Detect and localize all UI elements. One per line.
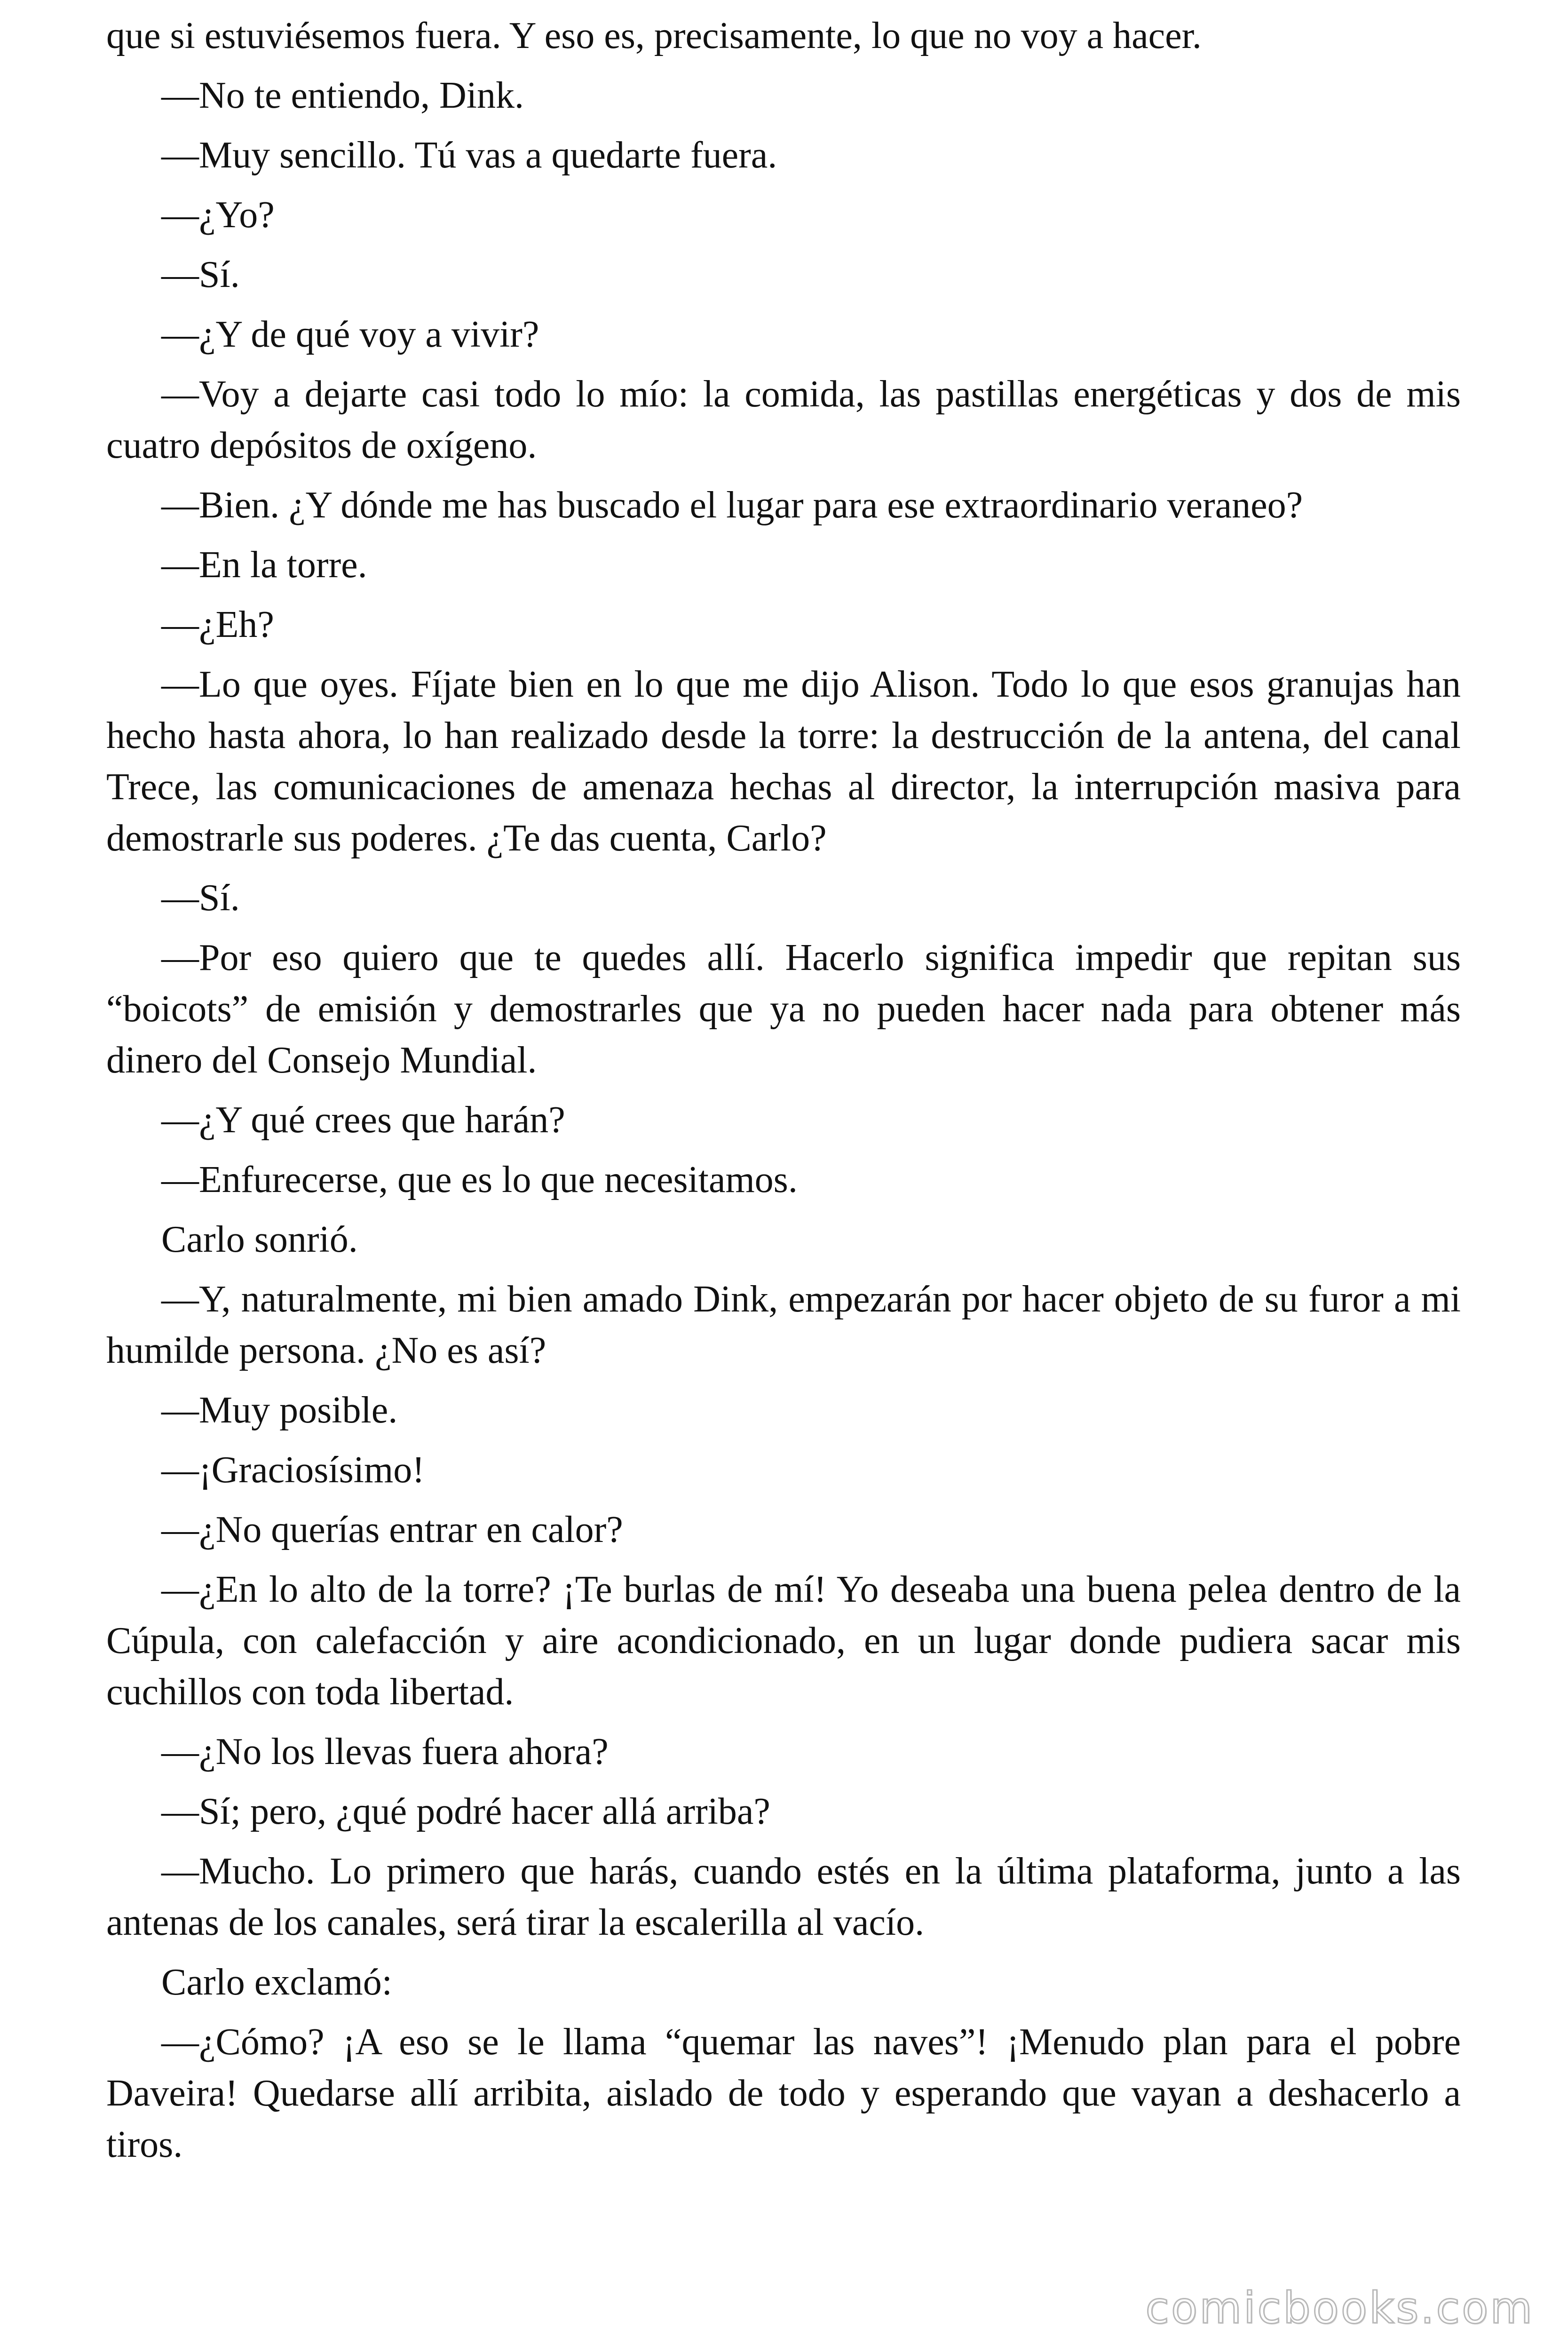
paragraph: Carlo sonrió. [161,1219,358,1260]
watermark-logo: comicbooks.com [1145,2283,1534,2333]
paragraph: —Sí. [161,254,240,295]
paragraph: —Sí. [161,877,240,919]
paragraph: Carlo exclamó: [161,1962,392,2003]
paragraph: —En la torre. [161,544,367,586]
paragraph: —Bien. ¿Y dónde me has buscado el lugar para ese extraordinario veraneo? [161,485,1303,526]
paragraph: —¿Yo? [161,194,275,236]
paragraph: —No te entiendo, Dink. [161,75,524,116]
paragraph: —¿Y qué crees que harán? [161,1099,565,1141]
paragraph: —¿Y de qué voy a vivir? [161,314,539,355]
paragraph: que si estuviésemos fuera. Y eso es, precisamente, lo que no voy a hacer. [106,15,1202,56]
paragraph: —Voy a dejarte casi todo lo mío: la comida, las pastillas energéticas y dos de mis cuatro depósitos de oxígeno. [106,373,1461,466]
paragraph: —¡Graciosísimo! [161,1449,425,1491]
paragraph: —Enfurecerse, que es lo que necesitamos. [161,1159,798,1200]
paragraph: —Mucho. Lo primero que harás, cuando estés en la última plataforma, junto a las antenas de los canales, será tirar la escalerilla al vacío. [106,1851,1461,1943]
paragraph: —Muy posible. [161,1390,398,1431]
paragraph: —¿No querías entrar en calor? [161,1509,623,1550]
paragraph: —Y, naturalmente, mi bien amado Dink, empezarán por hacer objeto de su furor a mi humilde persona. ¿No es así? [106,1279,1461,1371]
paragraph: —¿No los llevas fuera ahora? [161,1731,609,1772]
paragraph: —Muy sencillo. Tú vas a quedarte fuera. [161,135,777,176]
paragraph: —Por eso quiero que te quedes allí. Hacerlo significa impedir que repitan sus “boicots” de emisión y demostrarles que ya no pueden hacer nada para obtener más dinero del Consejo Mundial. [106,937,1461,1081]
paragraph: —Lo que oyes. Fíjate bien en lo que me dijo Alison. Todo lo que esos granujas han hecho hasta ahora, lo han realizado desde la torre: la destrucción de la antena, del canal Trece, las comunicaciones de amenaza hechas al director, la interrupción masiva para demostrarle sus poderes. ¿Te das cuenta, Carlo? [106,664,1461,859]
paragraph: —¿Eh? [161,604,274,645]
paragraph: —Sí; pero, ¿qué podré hacer allá arriba? [161,1791,770,1832]
paragraph: —¿En lo alto de la torre? ¡Te burlas de mí! Yo deseaba una buena pelea dentro de la Cúpula, con calefacción y aire acondicionado, en un lugar donde pudiera sacar mis cuchillos con toda libertad. [106,1569,1461,1713]
paragraph: —¿Cómo? ¡A eso se le llama “quemar las naves”! ¡Menudo plan para el pobre Daveira! Quedarse allí arribita, aislado de todo y esperando que vayan a deshacerlo a tiros. [106,2021,1461,2165]
book-page-text [106,10,1461,2179]
